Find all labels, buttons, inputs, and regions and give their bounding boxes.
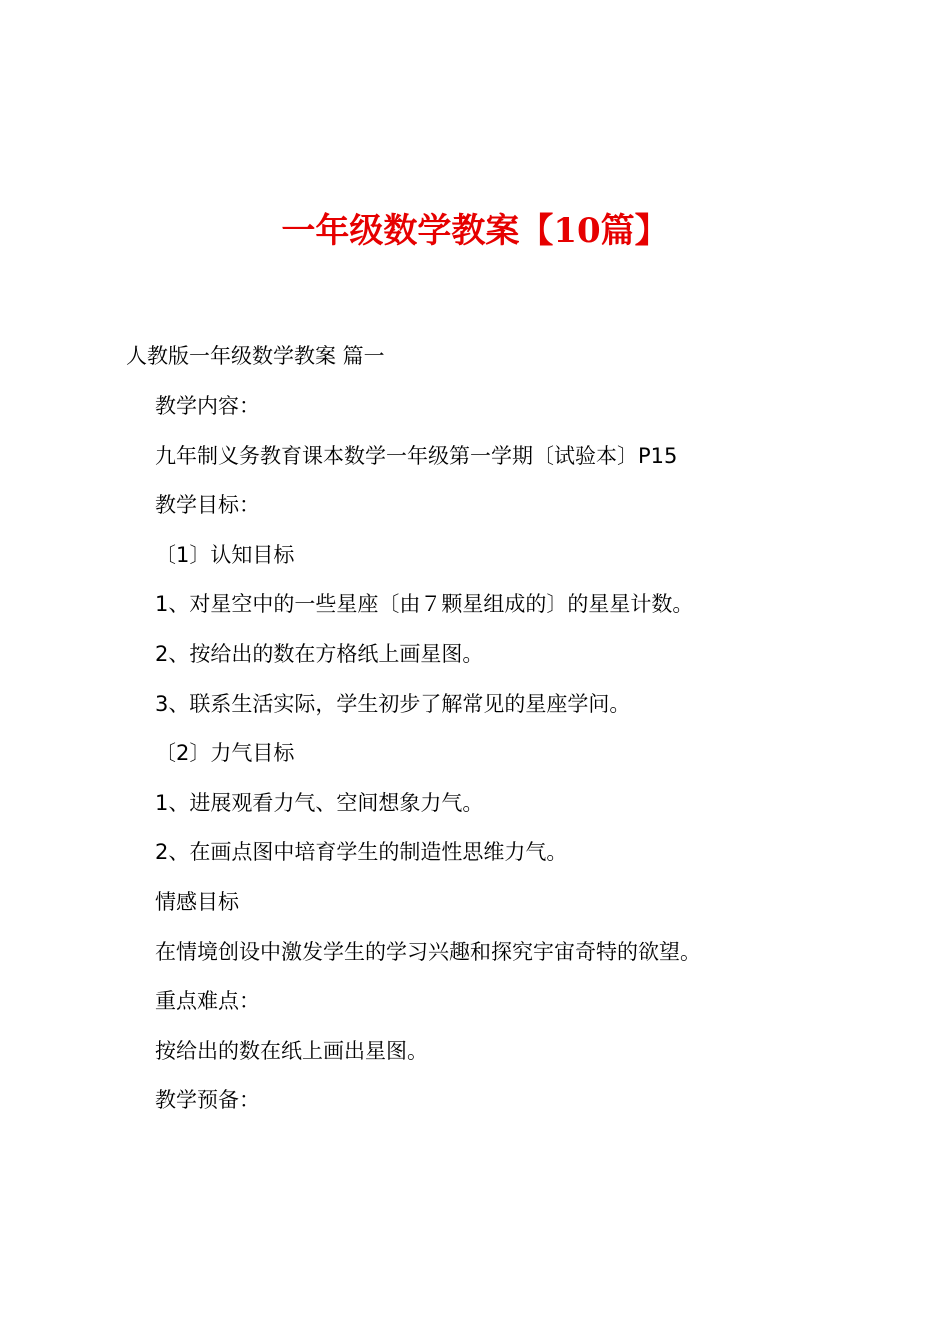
body-line-cognitive-item-1: 1、对星空中的一些星座〔由７颗星组成的〕的星星计数。 [155, 592, 694, 617]
body-line-teaching-goals-label: 教学目标： [155, 493, 260, 518]
body-line-textbook: 九年制义务教育课本数学一年级第一学期〔试验本〕P15 [155, 443, 678, 468]
body-line-key-points-item: 按给出的数在纸上画出星图。 [155, 1038, 428, 1063]
body-line-cognitive-item-2: 2、按给出的数在方格纸上画星图。 [155, 641, 484, 666]
body-line-teaching-content-label: 教学内容： [155, 394, 260, 418]
body-text [155, 388, 701, 1132]
body-line-preparation-label: 教学预备： [155, 1088, 260, 1113]
body-line-key-points-label: 重点难点： [155, 989, 260, 1014]
body-line-ability-goal: 〔2〕力气目标 [155, 741, 295, 766]
body-line-cognitive-goal: 〔1〕认知目标 [155, 542, 295, 567]
section-heading: 人教版一年级数学教案 篇一 [126, 344, 385, 368]
document-title: 一年级数学教案【10篇】 [281, 211, 669, 251]
body-line-cognitive-item-3: 3、联系生活实际，学生初步了解常见的星座学问。 [155, 691, 631, 716]
body-line-ability-item-1: 1、进展观看力气、空间想象力气。 [155, 790, 484, 815]
body-line-ability-item-2: 2、在画点图中培育学生的制造性思维力气。 [155, 840, 568, 865]
body-line-emotion-goal: 情感目标 [155, 889, 239, 914]
body-line-emotion-item: 在情境创设中激发学生的学习兴趣和探究宇宙奇特的欲望。 [155, 939, 701, 964]
